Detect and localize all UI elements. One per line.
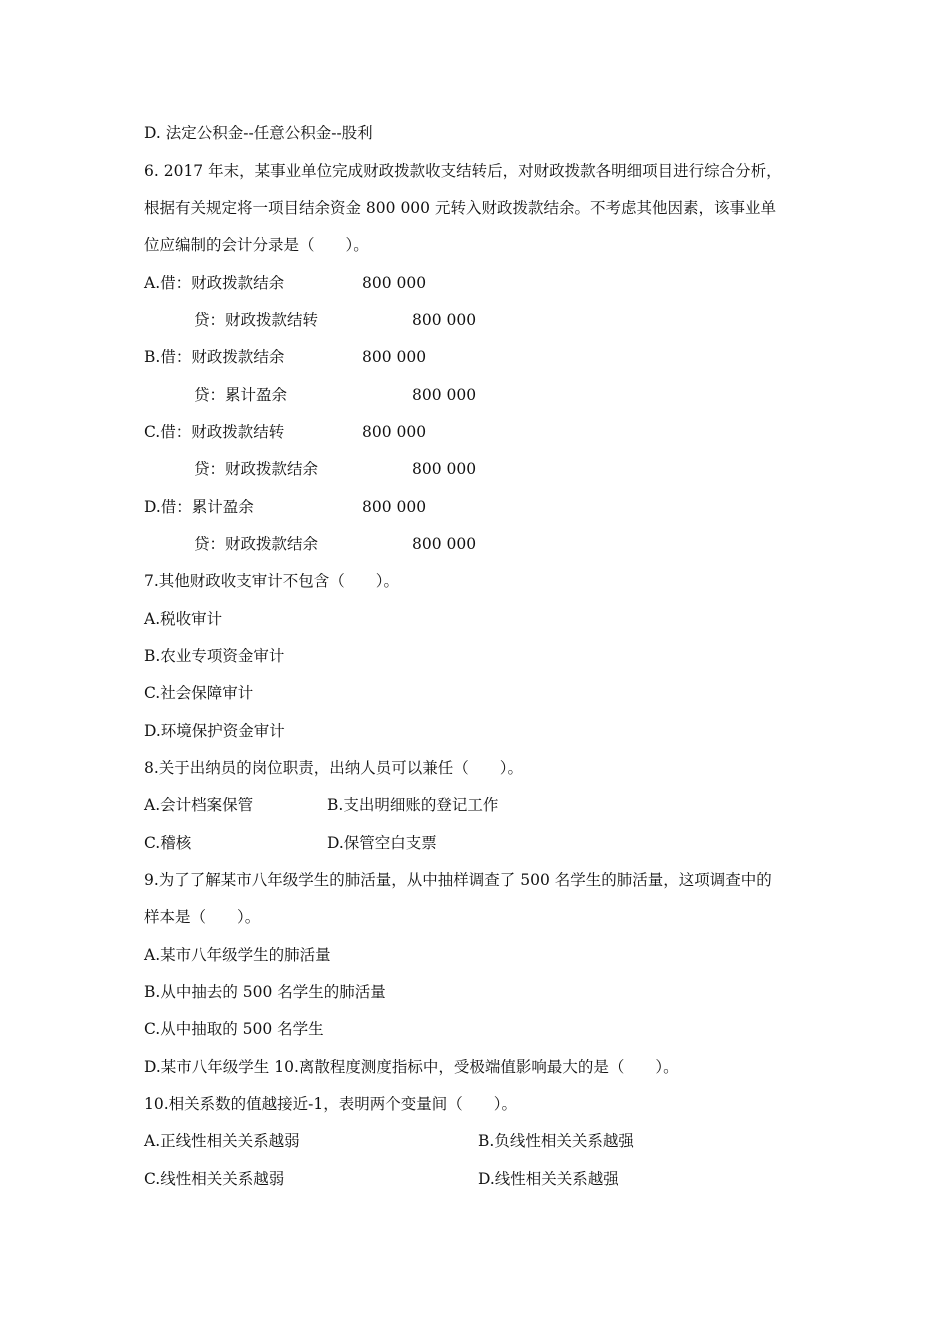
q7-option-d: D.环境保护资金审计 [144, 722, 285, 740]
q6-option-c-credit: 贷：财政拨款结余 [194, 460, 319, 478]
q9-stem-line-2: 样本是（ ）。 [144, 908, 261, 926]
q6-option-a-debit-amount: 800 000 [362, 274, 427, 292]
q6-stem-line-1: 6. 2017 年末，某事业单位完成财政拨款收支结转后，对财政拨款各明细项目进行综合分析， [144, 162, 782, 180]
q6-stem-line-2: 根据有关规定将一项目结余资金 800 000 元转入财政拨款结余。不考虑其他因素，该事业单 [144, 199, 776, 217]
q8-stem: 8.关于出纳员的岗位职责，出纳人员可以兼任（ ）。 [144, 759, 524, 777]
q6-option-b-debit-amount: 800 000 [362, 348, 427, 366]
q10-option-b: B.负线性相关关系越强 [478, 1132, 634, 1150]
q8-option-d: D.保管空白支票 [327, 834, 437, 852]
q10-stem: 10.相关系数的值越接近-1，表明两个变量间（ ）。 [144, 1095, 518, 1113]
q10-option-d: D.线性相关关系越强 [478, 1170, 619, 1188]
q6-option-d-credit-amount: 800 000 [412, 535, 477, 553]
q8-option-a: A.会计档案保管 [144, 796, 254, 814]
q8-option-c: C.稽核 [144, 834, 192, 852]
q10-option-a: A.正线性相关关系越弱 [144, 1132, 300, 1150]
q6-option-b-debit: B.借：财政拨款结余 [144, 348, 285, 366]
q7-option-c: C.社会保障审计 [144, 684, 254, 702]
q6-option-d-debit-amount: 800 000 [362, 498, 427, 516]
q6-option-b-credit: 贷：累计盈余 [194, 386, 288, 404]
q9-option-b: B.从中抽去的 500 名学生的肺活量 [144, 983, 386, 1001]
q9-stem-line-1: 9.为了了解某市八年级学生的肺活量，从中抽样调查了 500 名学生的肺活量，这项调查中的 [144, 871, 772, 889]
q6-option-a-credit-amount: 800 000 [412, 311, 477, 329]
q6-option-b-credit-amount: 800 000 [412, 386, 477, 404]
q6-option-a-credit: 贷：财政拨款结转 [194, 311, 319, 329]
q9-option-c: C.从中抽取的 500 名学生 [144, 1020, 324, 1038]
q6-option-c-credit-amount: 800 000 [412, 460, 477, 478]
q7-option-a: A.税收审计 [144, 610, 223, 628]
q7-stem: 7.其他财政收支审计不包含（ ）。 [144, 572, 400, 590]
q6-stem-line-3: 位应编制的会计分录是（ ）。 [144, 236, 369, 254]
q10-option-c: C.线性相关关系越弱 [144, 1170, 285, 1188]
q7-option-b: B.农业专项资金审计 [144, 647, 285, 665]
q6-option-d-credit: 贷：财政拨款结余 [194, 535, 319, 553]
q6-option-d-debit: D.借：累计盈余 [144, 498, 254, 516]
q6-option-a-debit: A.借：财政拨款结余 [144, 274, 285, 292]
q6-option-c-debit-amount: 800 000 [362, 423, 427, 441]
q8-option-b: B.支出明细账的登记工作 [327, 796, 499, 814]
q6-option-c-debit: C.借：财政拨款结转 [144, 423, 285, 441]
q9-option-a: A.某市八年级学生的肺活量 [144, 946, 331, 964]
q5-option-d: D. 法定公积金--任意公积金--股利 [144, 124, 373, 142]
q9-option-d: D.某市八年级学生 10.离散程度测度指标中，受极端值影响最大的是（ ）。 [144, 1058, 679, 1076]
